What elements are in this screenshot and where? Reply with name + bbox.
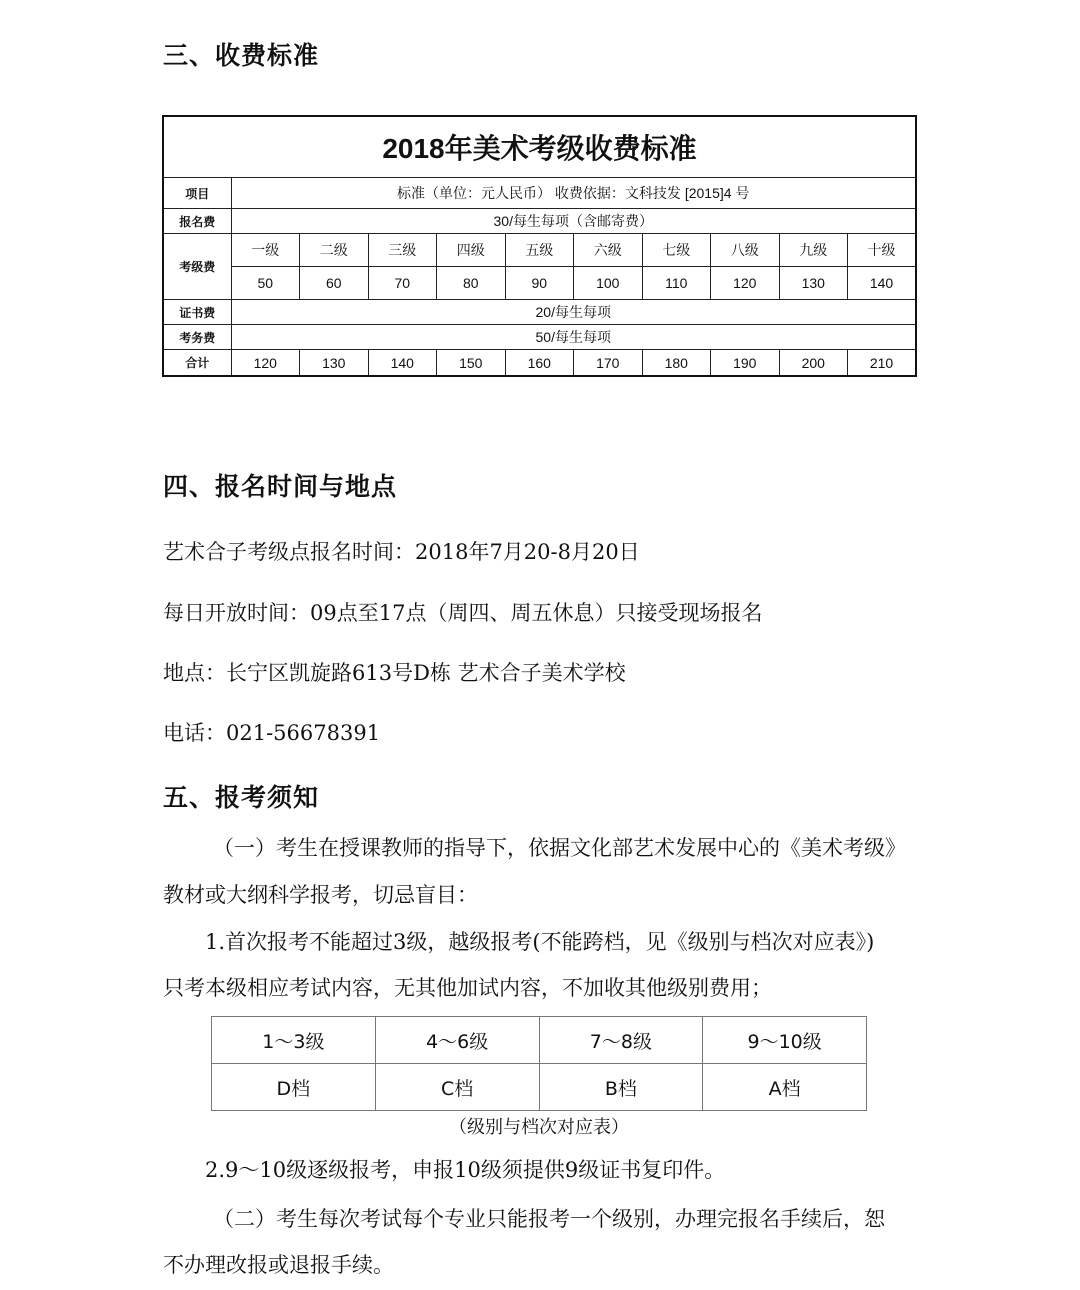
grade-table-caption: （级别与档次对应表）: [449, 1117, 629, 1138]
total-cell: 200: [779, 350, 848, 377]
phone: 电话：021-56678391: [163, 721, 381, 745]
exam-fee-cell: 100: [574, 267, 643, 300]
total-cell: 210: [848, 350, 917, 377]
level-header: 三级: [368, 234, 437, 267]
grade-range-cell: 4～6级: [375, 1017, 539, 1064]
notice-para2-line1: （二）考生每次考试每个专业只能报考一个级别，办理完报名手续后，恕: [213, 1207, 885, 1231]
exam-fee-cell: 130: [779, 267, 848, 300]
grade-tier-cell: A档: [703, 1064, 867, 1111]
level-header: 五级: [505, 234, 574, 267]
total-cell: 130: [300, 350, 369, 377]
grade-tier-cell: C档: [375, 1064, 539, 1111]
notice-item1-line2: 只考本级相应考试内容，无其他加试内容，不加收其他级别费用；: [163, 976, 772, 1000]
fee-standard-table: [162, 115, 917, 377]
exam-fee-cell: 50: [231, 267, 300, 300]
total-cell: 120: [231, 350, 300, 377]
registration-fee-label: 报名费: [163, 209, 231, 234]
section-heading-fees: 三、收费标准: [163, 41, 320, 70]
grade-tier-table: [211, 1016, 867, 1111]
level-header: 九级: [779, 234, 848, 267]
registration-fee-value: 30/每生每项（含邮寄费）: [231, 209, 916, 234]
item-label: 项目: [163, 178, 231, 209]
total-cell: 140: [368, 350, 437, 377]
exam-fee-cell: 120: [711, 267, 780, 300]
notice-para1-line2: 教材或大纲科学报考，切忌盲目：: [163, 883, 478, 907]
exam-fee-cell: 60: [300, 267, 369, 300]
total-cell: 190: [711, 350, 780, 377]
certificate-fee-label: 证书费: [163, 300, 231, 325]
section-heading-notice: 五、报考须知: [163, 783, 320, 812]
level-header: 八级: [711, 234, 780, 267]
level-header: 四级: [437, 234, 506, 267]
exam-fee-cell: 110: [642, 267, 711, 300]
level-header: 七级: [642, 234, 711, 267]
service-fee-label: 考务费: [163, 325, 231, 350]
level-header: 六级: [574, 234, 643, 267]
address: 地点：长宁区凯旋路613号D栋 艺术合子美术学校: [163, 661, 626, 685]
open-hours: 每日开放时间：09点至17点（周四、周五休息）只接受现场报名: [163, 601, 763, 625]
grade-tier-cell: D档: [212, 1064, 376, 1111]
certificate-fee-value: 20/每生每项: [231, 300, 916, 325]
exam-fee-cell: 90: [505, 267, 574, 300]
notice-item1-line1: 1.首次报考不能超过3级，越级报考(不能跨档，见《级别与档次对应表》): [205, 930, 875, 954]
service-fee-value: 50/每生每项: [231, 325, 916, 350]
fee-table-title: 2018年美术考级收费标准: [163, 116, 916, 178]
exam-fee-label: 考级费: [163, 234, 231, 300]
grade-range-cell: 9～10级: [703, 1017, 867, 1064]
registration-time: 艺术合子考级点报名时间：2018年7月20-8月20日: [163, 540, 640, 564]
section-heading-registration: 四、报名时间与地点: [163, 472, 398, 501]
notice-item2: 2.9～10级逐级报考，申报10级须提供9级证书复印件。: [205, 1158, 726, 1182]
exam-fee-cell: 80: [437, 267, 506, 300]
level-header: 十级: [848, 234, 917, 267]
total-cell: 150: [437, 350, 506, 377]
notice-para1-line1: （一）考生在授课教师的指导下，依据文化部艺术发展中心的《美术考级》: [213, 836, 906, 860]
total-cell: 160: [505, 350, 574, 377]
level-header: 一级: [231, 234, 300, 267]
notice-para2-line2: 不办理改报或退报手续。: [163, 1253, 394, 1277]
grade-range-cell: 1～3级: [212, 1017, 376, 1064]
exam-fee-cell: 140: [848, 267, 917, 300]
grade-range-cell: 7～8级: [539, 1017, 703, 1064]
exam-fee-cell: 70: [368, 267, 437, 300]
standard-text: 标准（单位：元人民币） 收费依据：文科技发 [2015]4 号: [231, 178, 916, 209]
total-label: 合计: [163, 350, 231, 377]
grade-tier-cell: B档: [539, 1064, 703, 1111]
level-header: 二级: [300, 234, 369, 267]
total-cell: 170: [574, 350, 643, 377]
total-cell: 180: [642, 350, 711, 377]
